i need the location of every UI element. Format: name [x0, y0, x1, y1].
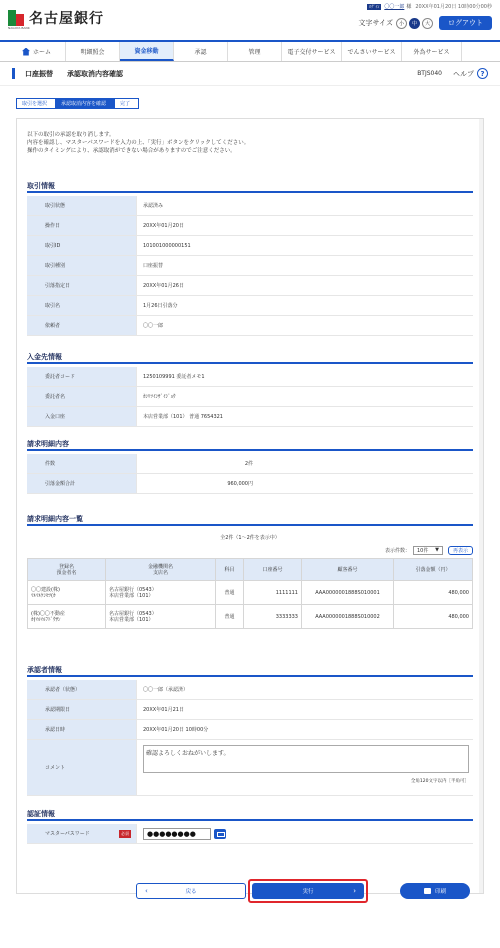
- display-control: [27, 546, 473, 555]
- comment-limit: 全角120文字以内［半角可］: [410, 779, 469, 784]
- page-title-bar: [0, 62, 500, 86]
- global-nav: [0, 40, 500, 62]
- master-password-input[interactable]: ●●●●●●●●: [143, 828, 211, 840]
- section-heading: 請求明細内容: [27, 439, 473, 451]
- nav-approval[interactable]: 承認: [174, 42, 228, 61]
- table-row: 取引種別 口座振替: [27, 256, 473, 276]
- bank-name: 名古屋銀行: [29, 11, 104, 27]
- table-row: 委託者名 ｶﾝﾘﾂｲﾝｻﾞｲｼﾞｮｳ: [27, 387, 473, 407]
- nav-home[interactable]: ホーム: [10, 42, 66, 61]
- approver-section: [27, 665, 473, 796]
- step-confirm: 承認取消内容を確認: [55, 98, 115, 109]
- screen-id: BTJS040: [417, 70, 442, 77]
- font-size-label: 文字サイズ: [358, 19, 393, 27]
- home-icon: [22, 48, 30, 56]
- help-link[interactable]: ヘルプ ?: [453, 68, 488, 79]
- print-button[interactable]: 印刷: [400, 883, 470, 899]
- table-row: 委託者コード 1250109991 委託者メモ1: [27, 367, 473, 387]
- section-heading: 請求明細内容一覧: [27, 514, 473, 526]
- password-row: [27, 824, 473, 844]
- logout-button[interactable]: ログアウト: [439, 16, 492, 30]
- table-row: 引落金額合計 960,000円: [27, 474, 473, 494]
- section-heading: 認証情報: [27, 809, 473, 821]
- table-row: 取引状態 承認済み: [27, 196, 473, 216]
- chevron-right-icon: ›: [353, 887, 356, 895]
- table-row: 依頼者 〇〇一郎: [27, 316, 473, 336]
- deposit-section: [27, 352, 473, 427]
- comment-label: コメント: [27, 740, 137, 795]
- user-badge: ﾛｸﾞｲﾝ: [369, 3, 380, 9]
- instruction-message: 以下の取引の承認を取り消します。 内容を確認し、マスターパスワードを入力の上、「実行」ボタンをクリックしてください。 操作のタイミングにより、承認取消ができない場合がありますのでご注意ください。: [27, 132, 250, 154]
- table-row: 取引名 1月26日引落分: [27, 296, 473, 316]
- redisplay-button[interactable]: 再表示: [448, 546, 473, 555]
- comment-row: [27, 740, 473, 796]
- software-keyboard-icon[interactable]: [214, 829, 226, 839]
- step-indicator: [16, 98, 138, 109]
- table-row: 入金口座 本店営業部（101） 普通 7654321: [27, 407, 473, 427]
- table-row: 承認者（状態） 〇〇一郎（承認済）: [27, 680, 473, 700]
- user-name[interactable]: 〇〇一郎: [384, 4, 405, 10]
- nav-densai[interactable]: でんさいサービス: [342, 42, 402, 61]
- bank-logo-sub: NAGOYA BANK: [8, 26, 30, 30]
- summary-section: [27, 439, 473, 494]
- detail-section: [27, 514, 473, 629]
- nav-forex[interactable]: 外為サービス: [402, 42, 462, 61]
- step-complete: 完了: [114, 98, 139, 109]
- section-heading: 取引情報: [27, 181, 473, 193]
- required-badge: 必須: [121, 830, 129, 836]
- help-icon: ?: [477, 68, 488, 79]
- font-small-button[interactable]: 小: [396, 18, 407, 29]
- comment-textarea[interactable]: 確認よろしくおねがいします。: [143, 745, 469, 773]
- nav-management[interactable]: 管理: [228, 42, 282, 61]
- chevron-left-icon: ‹: [145, 887, 148, 895]
- printer-icon: [424, 888, 431, 894]
- table-row: 操作日 20XX年01月20日: [27, 216, 473, 236]
- table-row: 引落指定日 20XX年01月26日: [27, 276, 473, 296]
- result-count: 全2件（1～2件を表示中）: [220, 535, 280, 541]
- detail-table: [27, 558, 473, 629]
- action-buttons: [16, 880, 484, 904]
- password-label: マスターパスワード: [45, 831, 90, 837]
- table-row: 〇〇建設(株) ﾏﾙﾏﾙｹﾝｾﾂ(ｶ 名古屋銀行（0543） 本店営業部（101） 普通 1111111 AAA0000001888S010001 480,000: [28, 581, 473, 605]
- transaction-section: [27, 181, 473, 336]
- per-page-select[interactable]: 10件 ▼: [413, 546, 443, 555]
- nav-transfer[interactable]: 資金移動: [120, 42, 174, 61]
- section-heading: 承認者情報: [27, 665, 473, 677]
- section-heading: 入金先情報: [27, 352, 473, 364]
- back-button[interactable]: ‹ 戻る: [136, 883, 246, 899]
- last-login: 20XX年01月20日 10時00分00秒: [415, 4, 492, 10]
- header: [0, 0, 500, 40]
- bank-logo[interactable]: [8, 8, 104, 28]
- table-row: 取引ID 101001000000151: [27, 236, 473, 256]
- user-info: [367, 3, 492, 10]
- font-medium-button[interactable]: 中: [409, 18, 420, 29]
- auth-section: [27, 809, 473, 844]
- title-accent-bar: [12, 68, 15, 79]
- table-row: 承認期限日 20XX年01月21日: [27, 700, 473, 720]
- step-select: 取引を選択: [16, 98, 56, 109]
- nav-e-delivery[interactable]: 電子交付サービス: [282, 42, 342, 61]
- nav-statements[interactable]: 明細照会: [66, 42, 120, 61]
- user-suffix: 様: [406, 4, 412, 10]
- font-size-control: [359, 16, 492, 30]
- caret-down-icon: ▼: [435, 547, 439, 553]
- scrollbar[interactable]: [479, 119, 483, 893]
- execute-button[interactable]: 実行 ›: [252, 883, 364, 899]
- table-row: 承認日時 20XX年01月20日 10時00分: [27, 720, 473, 740]
- table-row: 件数 2件: [27, 454, 473, 474]
- page-category: 口座振替: [25, 69, 53, 78]
- execute-highlight: [248, 879, 368, 903]
- page-title: 承認取消内容確認: [67, 69, 123, 78]
- table-header-row: 登録名 預金者名 金融機関名 支店名 科目 口座番号 顧客番号 引落金額（円）: [28, 559, 473, 581]
- table-row: (株)〇〇不動産 ｶ)ﾏﾙﾏﾙﾌﾄﾞｳｻﾝ 名古屋銀行（0543） 本店営業部（101） 普通 3333333 AAA0000001888S010002 480,000: [28, 605, 473, 629]
- bank-logo-icon: [8, 10, 24, 26]
- font-large-button[interactable]: 大: [422, 18, 433, 29]
- main-content: [16, 118, 484, 894]
- per-page-label: 表示件数：: [384, 548, 410, 554]
